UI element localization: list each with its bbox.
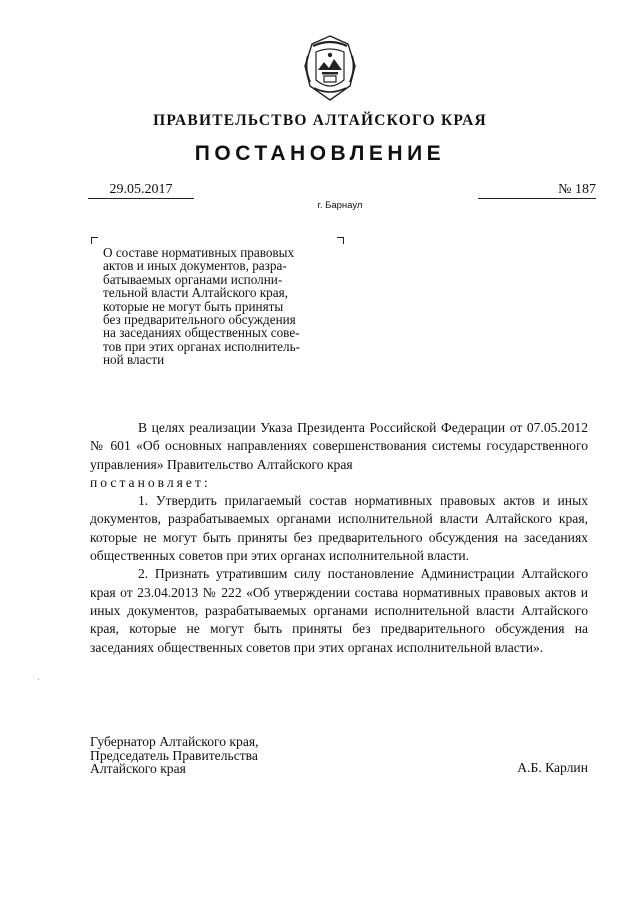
subject-line: ной власти [103, 352, 165, 368]
preamble-paragraph: В целях реализации Указа Президента Российской Федерации от 07.05.2012 № 601 «Об основных направлениях совершенствования системы государственного управления» Правительство Алтайского края [90, 420, 588, 472]
subject-line: без предварительного обсуждения [103, 312, 296, 328]
subject-line: О составе нормативных правовых [103, 245, 295, 260]
signer-name: А.Б. Карлин [517, 760, 588, 775]
subject-line: актов и иных документов, разра- [103, 258, 287, 274]
item-1-paragraph: 1. Утвердить прилагаемый состав нормативных правовых актов и иных документов, разрабатываемых органами исполнительной власти Алтайского края, которые не могут быть приняты без предварительного обсуждения на заседаниях общественных советов при этих органах исполнительной власти. [90, 493, 588, 564]
margin-mark [38, 679, 39, 680]
item-2-paragraph: 2. Признать утратившим силу постановление Администрации Алтайского края от 23.04.2013 № 222 «Об утверждении состава нормативных правовых актов и иных документов, разрабатываемых органами исполнительной власти Алтайского края, которые не могут быть приняты без предварительного обсуждения на заседаниях общественных советов при этих органах исполнительной власти». [90, 566, 588, 655]
subject-corner-right [337, 237, 344, 244]
subject-line: тельной власти Алтайского края, [103, 285, 288, 301]
subject-line: батываемых органами исполни- [103, 271, 283, 287]
document-date: 29.05.2017 [88, 181, 194, 199]
subject-corner-left [91, 237, 98, 244]
subject-line: тов при этих органах исполнитель- [103, 338, 301, 354]
document-body [90, 419, 588, 657]
city-label: г. Барнаул [317, 200, 363, 211]
signer-position-line: Алтайского края [90, 761, 186, 776]
signer-position-line: Губернатор Алтайского края, [90, 734, 259, 749]
document-number: № 187 [478, 181, 596, 199]
government-name: ПРАВИТЕЛЬСТВО АЛТАЙСКОГО КРАЯ [153, 112, 487, 129]
coat-of-arms-icon [300, 34, 360, 102]
subject-line: которые не могут быть приняты [103, 298, 284, 314]
document-type-title: ПОСТАНОВЛЕНИЕ [194, 142, 446, 165]
document-subject [103, 246, 339, 367]
subject-line: на заседаниях общественных сове- [103, 325, 300, 341]
resolves-word: постановляет: [90, 474, 211, 490]
signer-position [90, 735, 259, 776]
signer-position-line: Председатель Правительства [90, 747, 258, 763]
